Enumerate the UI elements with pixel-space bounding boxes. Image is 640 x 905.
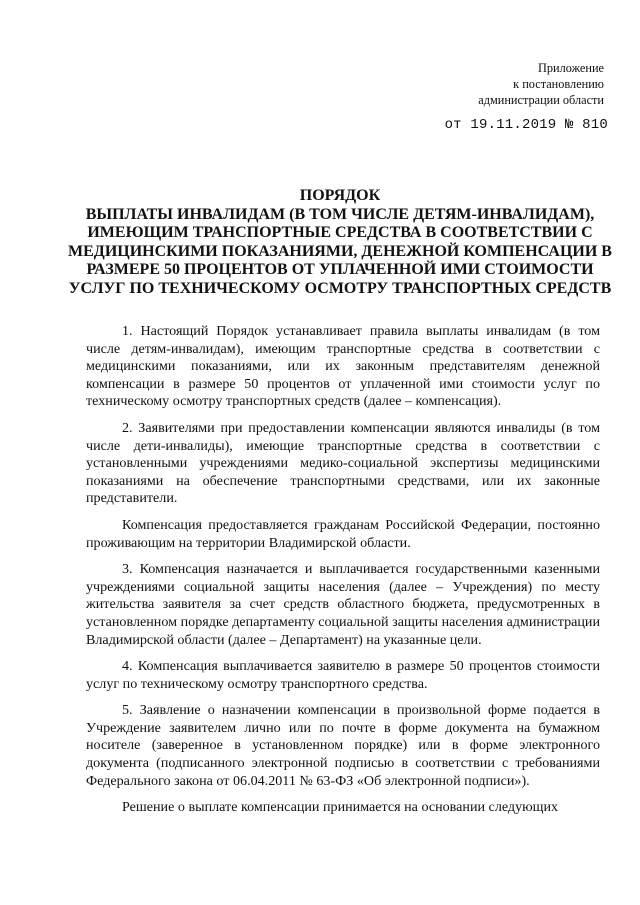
title-line: УСЛУГ ПО ТЕХНИЧЕСКОМУ ОСМОТРУ ТРАНСПОРТНЫХ СРЕДСТВ: [68, 279, 612, 297]
appendix-line-3: администрации области: [478, 93, 604, 107]
paragraph-2: 2. Заявителями при предоставлении компенсации являются инвалиды (в том числе дети-инвалиды), имеющие транспортные средства в соответствии с установленными учреждениями медико-социальной экспертизы медицинскими показаниями на обеспечение транспортными средствами, или их законные представители.: [86, 419, 600, 507]
paragraph-3: 3. Компенсация назначается и выплачивается государственными казенными учреждениями социальной защиты населения (далее – Учреждения) по месту жительства заявителя за счет средств областного бюджета, предусмотренных в установленном порядке департаменту социальной защиты населения администрации Владимирской области (далее – Департамент) на указанные цели.: [86, 561, 600, 648]
appendix-block: [364, 60, 604, 108]
order-date-number: от 19.11.2019 № 810: [444, 117, 608, 133]
paragraph-1: 1. Настоящий Порядок устанавливает правила выплаты инвалидам (в том числе детям-инвалидам), имеющим транспортные средства в соответствии с медицинскими показаниями, или их законным представителям денежной компенсации в размере 50 процентов от уплаченной ими стоимости услуг по техническому осмотру транспортных средств (далее – компенсация).: [86, 323, 600, 410]
paragraph-5: 5. Заявление о назначении компенсации в произвольной форме подается в Учреждение заявителем лично или по почте в форме документа на бумажном носителе (заверенное в установленном порядке) или в форме электронного документа (подписанного электронной подписью в соответствии с требованиями Федерального закона от 06.04.2011 № 63-ФЗ «Об электронной подписи»).: [86, 702, 600, 789]
title-line: ВЫПЛАТЫ ИНВАЛИДАМ (В ТОМ ЧИСЛЕ ДЕТЯМ-ИНВАЛИДАМ),: [85, 205, 595, 223]
document-title: [60, 187, 620, 299]
paragraph-4: 4. Компенсация выплачивается заявителю в размере 50 процентов стоимости услуг по техническому осмотру транспортного средства.: [86, 658, 600, 692]
title-line: ИМЕЮЩИМ ТРАНСПОРТНЫЕ СРЕДСТВА В СООТВЕТСТВИИ С: [87, 224, 593, 242]
title-line: ПОРЯДОК: [299, 187, 381, 204]
document-body: [86, 323, 600, 826]
title-line: МЕДИЦИНСКИМИ ПОКАЗАНИЯМИ, ДЕНЕЖНОЙ КОМПЕНСАЦИИ В: [68, 242, 612, 260]
appendix-line-2: к постановлению: [513, 77, 604, 91]
paragraph-2-cont: Компенсация предоставляется гражданам Российской Федерации, постоянно проживающим на территории Владимирской области.: [86, 516, 600, 551]
paragraph-5-cont: Решение о выплате компенсации принимается на основании следующих: [122, 799, 559, 816]
title-line: РАЗМЕРЕ 50 ПРОЦЕНТОВ ОТ УПЛАЧЕННОЙ ИМИ СТОИМОСТИ: [86, 261, 594, 279]
appendix-line-1: Приложение: [538, 61, 604, 75]
